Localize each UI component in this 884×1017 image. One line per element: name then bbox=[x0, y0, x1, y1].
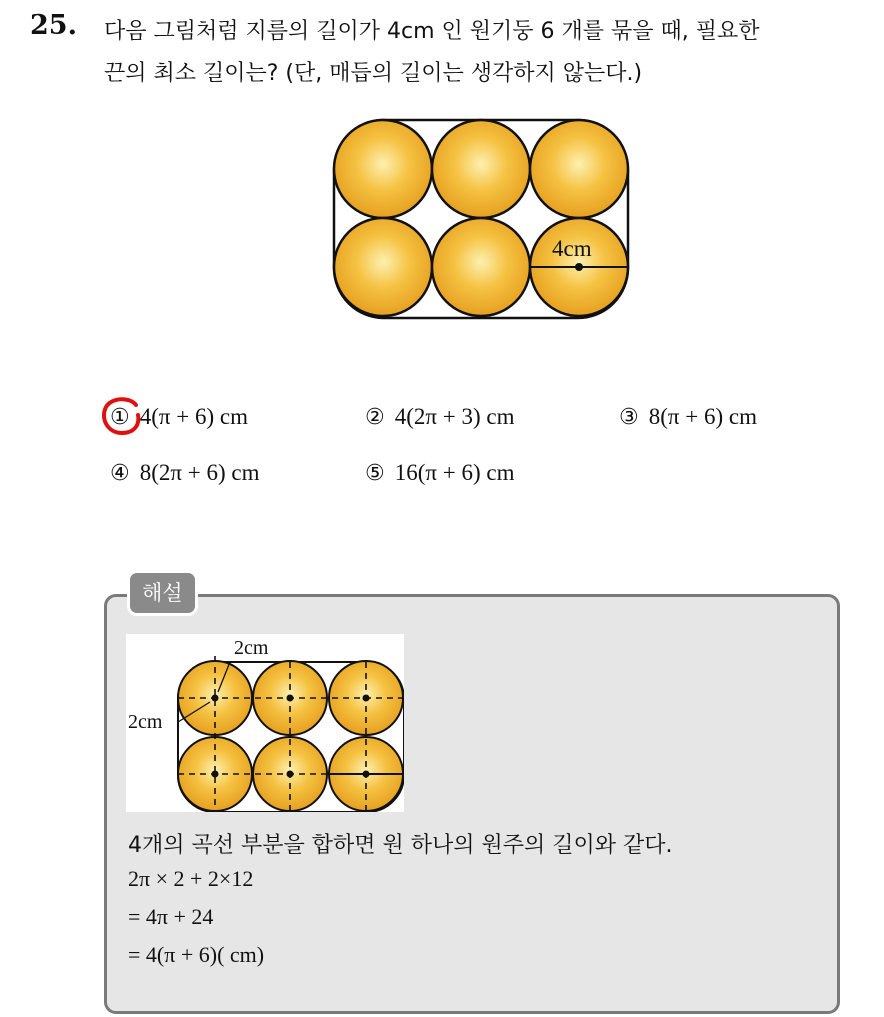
cylinder-circle bbox=[334, 218, 432, 316]
radius-label-left: 2cm bbox=[128, 711, 163, 733]
solution-line-1: 4개의 곡선 부분을 합하면 원 하나의 원주의 길이와 같다. bbox=[128, 833, 673, 858]
cylinder-circle bbox=[334, 120, 432, 218]
solution-figure bbox=[126, 634, 404, 812]
selected-mark-icon bbox=[100, 395, 144, 437]
solution-line-2: 2π × 2 + 2×12 bbox=[128, 866, 254, 891]
cylinder-circle bbox=[530, 120, 628, 218]
radius-label-top: 2cm bbox=[234, 637, 269, 659]
question-text-line-2: 끈의 최소 길이는? (단, 매듭의 길이는 생각하지 않는다.) bbox=[104, 61, 643, 86]
cylinder-circle bbox=[432, 120, 530, 218]
choice-number: ② bbox=[365, 405, 385, 430]
diameter-label: 4cm bbox=[552, 236, 592, 261]
choice-3[interactable] bbox=[619, 404, 757, 430]
choice-number: ④ bbox=[110, 461, 130, 486]
choice-text: 4(2π + 3) cm bbox=[394, 404, 515, 429]
question-text-line-1: 다음 그림처럼 지름의 길이가 4cm 인 원기둥 6 개를 묶을 때, 필요한 bbox=[104, 19, 760, 44]
solution-line-4: = 4(π + 6)( cm) bbox=[128, 942, 265, 967]
choice-4[interactable] bbox=[110, 460, 260, 486]
question-number: 25. bbox=[30, 10, 77, 41]
cylinder-circle bbox=[432, 218, 530, 316]
solution-tag: 해설 bbox=[127, 570, 198, 616]
choice-number: ① bbox=[110, 405, 130, 430]
cylinders-figure bbox=[330, 116, 632, 322]
solution-line-3: = 4π + 24 bbox=[128, 904, 214, 929]
choice-number: ⑤ bbox=[365, 461, 385, 486]
choice-text: 16(π + 6) cm bbox=[394, 460, 515, 485]
choice-text: 4(π + 6) cm bbox=[139, 404, 248, 429]
choice-text: 8(2π + 6) cm bbox=[139, 460, 260, 485]
choice-text: 8(π + 6) cm bbox=[648, 404, 757, 429]
choice-5[interactable] bbox=[365, 460, 515, 486]
choice-2[interactable] bbox=[365, 404, 515, 430]
choice-number: ③ bbox=[619, 405, 639, 430]
center-dot bbox=[575, 263, 583, 271]
